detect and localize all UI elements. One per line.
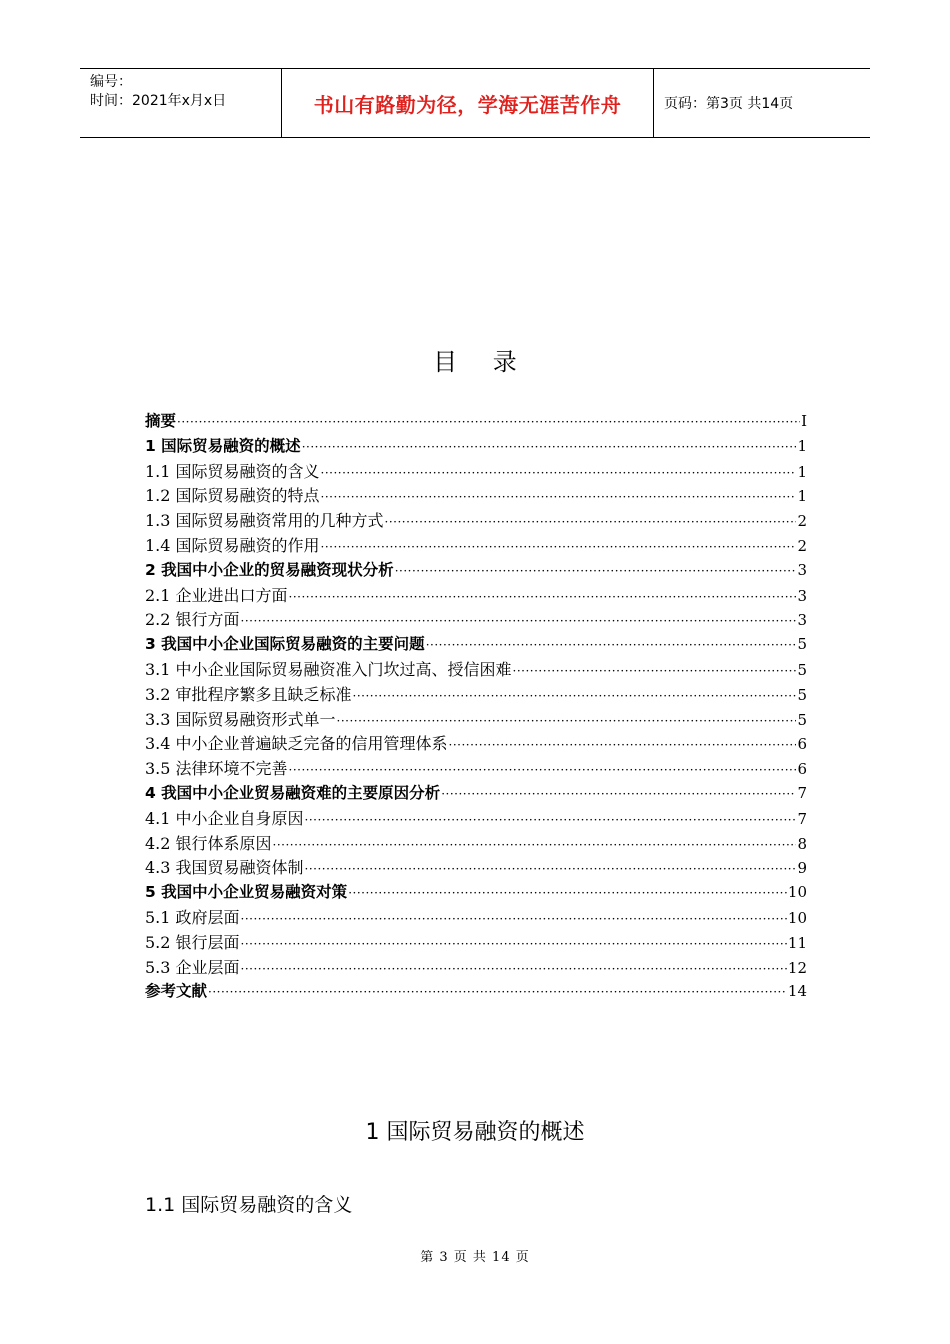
- toc-leader-dots: [321, 466, 797, 480]
- toc-entry-title: 3.3 国际贸易融资形式单一: [145, 709, 336, 729]
- toc-entry-title: 1.2 国际贸易融资的特点: [145, 486, 320, 506]
- toc-title: 目 录: [433, 348, 531, 376]
- toc-leader-dots: [441, 787, 796, 801]
- toc-entry[interactable]: [145, 607, 807, 632]
- toc-entry-title: 1.1 国际贸易融资的含义: [145, 461, 320, 481]
- toc-leader-dots: [273, 838, 797, 852]
- toc-entry[interactable]: [145, 682, 807, 707]
- toc-entry[interactable]: [145, 831, 807, 856]
- toc-entry-page: 14: [787, 982, 807, 1001]
- section-heading: 1.1 国际贸易融资的含义: [145, 1194, 353, 1216]
- toc-leader-dots: [321, 540, 797, 554]
- header-meta: [80, 69, 281, 137]
- toc-entry-page: 11: [787, 933, 807, 952]
- header-number-label: 编号：: [90, 74, 132, 90]
- toc-entry[interactable]: [145, 434, 807, 459]
- toc-entry-page: 8: [797, 834, 807, 853]
- toc-leader-dots: [353, 689, 797, 703]
- toc-leader-dots: [426, 638, 797, 652]
- toc-entry-title: 2 我国中小企业的贸易融资现状分析: [145, 560, 394, 579]
- toc-entry-title: 3.2 审批程序繁多且缺乏标准: [145, 684, 352, 704]
- toc-entry-title: 5.1 政府层面: [145, 907, 240, 927]
- toc-entry[interactable]: [145, 806, 807, 831]
- toc-entry[interactable]: [145, 756, 807, 781]
- toc-leader-dots: [395, 564, 797, 578]
- toc-leader-dots: [208, 985, 787, 999]
- toc-entry-title: 5 我国中小企业贸易融资对策: [145, 883, 348, 902]
- toc-entry-page: 6: [797, 760, 807, 779]
- page-header: [80, 68, 870, 138]
- toc-entry-title: 4.2 银行体系原因: [145, 833, 272, 853]
- toc-entry[interactable]: [145, 905, 807, 930]
- toc-leader-dots: [302, 440, 797, 454]
- toc-entry-page: 2: [797, 512, 807, 531]
- toc-entry-title: 1.4 国际贸易融资的作用: [145, 535, 320, 555]
- toc-entry-page: 5: [797, 685, 807, 704]
- toc-entry-title: 2.1 企业进出口方面: [145, 585, 288, 605]
- toc-entry-title: 5.2 银行层面: [145, 932, 240, 952]
- toc-entry[interactable]: [145, 657, 807, 682]
- toc-entry-title: 2.2 银行方面: [145, 610, 240, 630]
- toc-entry-title: 3.4 中小企业普遍缺乏完备的信用管理体系: [145, 734, 448, 754]
- toc-entry-title: 摘要: [145, 412, 177, 430]
- toc-entry-title: 4.3 我国贸易融资体制: [145, 858, 304, 878]
- header-page-info: 页码：第3页 共14页: [664, 96, 794, 112]
- toc-entry-page: 5: [797, 710, 807, 729]
- toc-entry-page: 12: [787, 958, 807, 977]
- chapter-heading: 1 国际贸易融资的概述: [365, 1120, 585, 1145]
- toc-entry-title: 4.1 中小企业自身原因: [145, 808, 304, 828]
- toc-entry-page: 10: [787, 883, 807, 902]
- page-footer: 第 3 页 共 14 页: [420, 1250, 530, 1265]
- toc-entry-page: 1: [797, 462, 807, 481]
- toc-entry[interactable]: [145, 930, 807, 955]
- toc-leader-dots: [513, 664, 797, 678]
- toc-leader-dots: [289, 590, 797, 604]
- toc-entry-title: 3.1 中小企业国际贸易融资准入门坎过高、授信困难: [145, 659, 512, 679]
- toc-leader-dots: [305, 813, 797, 827]
- toc-entry-title: 4 我国中小企业贸易融资难的主要原因分析: [145, 783, 441, 802]
- toc-entry-title: 参考文献: [145, 982, 208, 1001]
- table-of-contents: [145, 409, 807, 1004]
- header-time-label: 时间：2021年x月x日: [90, 93, 227, 109]
- toc-entry-page: 2: [797, 536, 807, 555]
- toc-entry-title: 1 国际贸易融资的概述: [145, 436, 301, 455]
- toc-entry-title: 1.3 国际贸易融资常用的几种方式: [145, 511, 384, 531]
- toc-entry[interactable]: [145, 508, 807, 533]
- toc-leader-dots: [241, 614, 797, 628]
- toc-entry-page: 6: [797, 735, 807, 754]
- toc-leader-dots: [348, 886, 787, 900]
- toc-entry[interactable]: [145, 731, 807, 756]
- toc-entry-page: 1: [797, 436, 807, 455]
- toc-leader-dots: [337, 714, 797, 728]
- toc-entry[interactable]: [145, 483, 807, 508]
- toc-entry[interactable]: [145, 880, 807, 905]
- toc-leader-dots: [449, 738, 797, 752]
- toc-leader-dots: [241, 937, 787, 951]
- toc-entry[interactable]: [145, 855, 807, 880]
- toc-entry[interactable]: [145, 632, 807, 657]
- toc-entry-page: 1: [797, 487, 807, 506]
- toc-entry-title: 3 我国中小企业国际贸易融资的主要问题: [145, 635, 425, 654]
- toc-entry[interactable]: [145, 583, 807, 608]
- toc-entry[interactable]: [145, 533, 807, 558]
- toc-entry-page: 3: [797, 560, 807, 579]
- toc-leader-dots: [289, 763, 797, 777]
- toc-leader-dots: [385, 515, 797, 529]
- toc-entry-page: 7: [797, 783, 807, 802]
- toc-entry[interactable]: [145, 558, 807, 583]
- toc-entry[interactable]: [145, 707, 807, 732]
- toc-leader-dots: [241, 962, 787, 976]
- toc-entry[interactable]: [145, 979, 807, 1004]
- toc-entry-page: 5: [797, 635, 807, 654]
- header-motto: 书山有路勤为径，学海无涯苦作舟: [281, 69, 654, 137]
- toc-leader-dots: [241, 912, 787, 926]
- toc-entry-page: 9: [797, 859, 807, 878]
- toc-entry-page: 5: [797, 660, 807, 679]
- toc-entry-page: I: [801, 412, 807, 430]
- toc-leader-dots: [305, 862, 797, 876]
- toc-entry-page: 3: [797, 586, 807, 605]
- toc-entry-page: 10: [787, 908, 807, 927]
- toc-leader-dots: [321, 490, 797, 504]
- toc-entry[interactable]: [145, 955, 807, 980]
- toc-entry-title: 3.5 法律环境不完善: [145, 759, 288, 779]
- toc-entry[interactable]: [145, 409, 807, 434]
- toc-entry[interactable]: [145, 459, 807, 484]
- toc-entry[interactable]: [145, 781, 807, 806]
- toc-leader-dots: [177, 415, 800, 429]
- toc-entry-title: 5.3 企业层面: [145, 957, 240, 977]
- toc-entry-page: 7: [797, 809, 807, 828]
- toc-entry-page: 3: [797, 611, 807, 630]
